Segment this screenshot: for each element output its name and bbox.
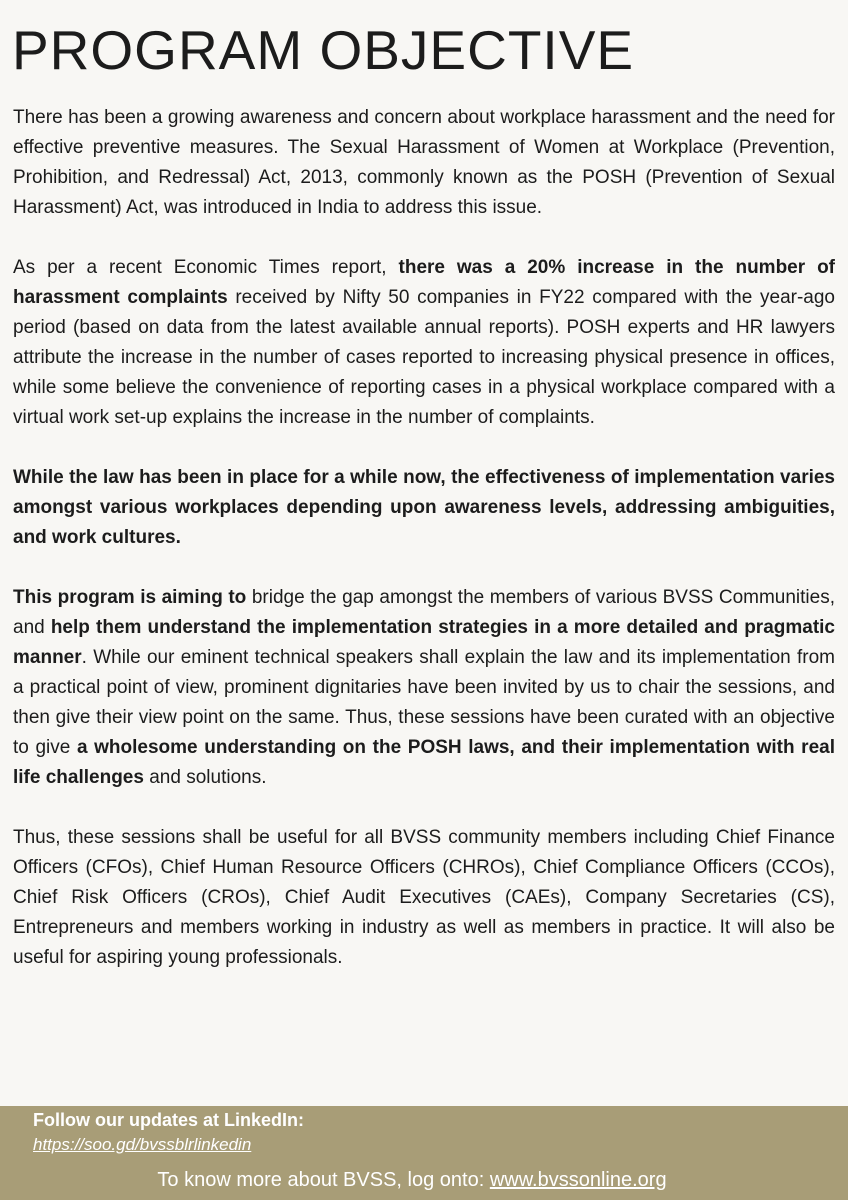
website-link[interactable]: www.bvssonline.org bbox=[489, 1169, 667, 1191]
objective-body bbox=[13, 103, 835, 973]
paragraph bbox=[13, 253, 835, 433]
bold-text: This program is aiming to bbox=[13, 587, 247, 608]
text-run: Thus, these sessions shall be useful for all BVSS community members including Chief Finance Officers (CFOs), Chief Human Resource Officers (CHROs), Chief Compliance Officers (CCOs), Chief Risk Officers (CROs), Chief Audit Executives (CAEs), Company Secretaries (CS), Entrepreneurs and members working in industry as well as members in practice. It will also be useful for aspiring young professionals. bbox=[13, 827, 835, 968]
text-run: There has been a growing awareness and concern about workplace harassment and the need for effective preventive measures. The Sexual Harassment of Women at Workplace (Prevention, Prohibition, and Redressal) Act, 2013, commonly known as the POSH (Prevention of Sexual Harassment) Act, was introduced in India to address this issue. bbox=[13, 107, 835, 218]
know-more-line bbox=[0, 1166, 824, 1194]
text-run: received by Nifty 50 companies in FY22 compared with the year-ago period (based on data from the latest available annual reports). POSH experts and HR lawyers attribute the increase in the number of cases reported to increasing physical presence in offices, while some believe the convenience of reporting cases in a physical workplace compared with a virtual work set-up explains the increase in the number of complaints. bbox=[13, 287, 835, 428]
paragraph bbox=[13, 823, 835, 973]
bold-text: there was a 20% increase in the number of harassment complaints bbox=[13, 257, 836, 308]
bold-text: a wholesome understanding on the POSH laws, and their implementation with real life challenges bbox=[13, 737, 835, 788]
paragraph bbox=[13, 583, 835, 793]
text-run: and solutions. bbox=[143, 767, 267, 788]
paragraph bbox=[13, 103, 835, 223]
text-run: bridge the gap amongst the members of various BVSS Communities, and bbox=[13, 587, 836, 638]
text-run: . While our eminent technical speakers shall explain the law and its implementation from a practical point of view, prominent dignitaries have been invited by us to chair the sessions, and then give their view point on the same. Thus, these sessions have been curated with an objective to give bbox=[13, 647, 835, 758]
footer-band bbox=[0, 1106, 848, 1200]
page-title: PROGRAM OBJECTIVE bbox=[12, 19, 635, 81]
linkedin-follow-label: Follow our updates at LinkedIn: bbox=[33, 1110, 305, 1130]
paragraph bbox=[13, 463, 835, 553]
text-run: As per a recent Economic Times report, bbox=[13, 257, 399, 278]
know-more-text: To know more about BVSS, log onto: bbox=[157, 1169, 490, 1191]
linkedin-link[interactable]: https://soo.gd/bvssblrlinkedin bbox=[33, 1135, 252, 1154]
bold-text: help them understand the implementation strategies in a more detailed and pragmatic manner bbox=[13, 617, 836, 668]
bold-text: While the law has been in place for a while now, the effectiveness of implementation varies amongst various workplaces depending upon awareness levels, addressing ambiguities, and work cultures. bbox=[13, 467, 835, 548]
